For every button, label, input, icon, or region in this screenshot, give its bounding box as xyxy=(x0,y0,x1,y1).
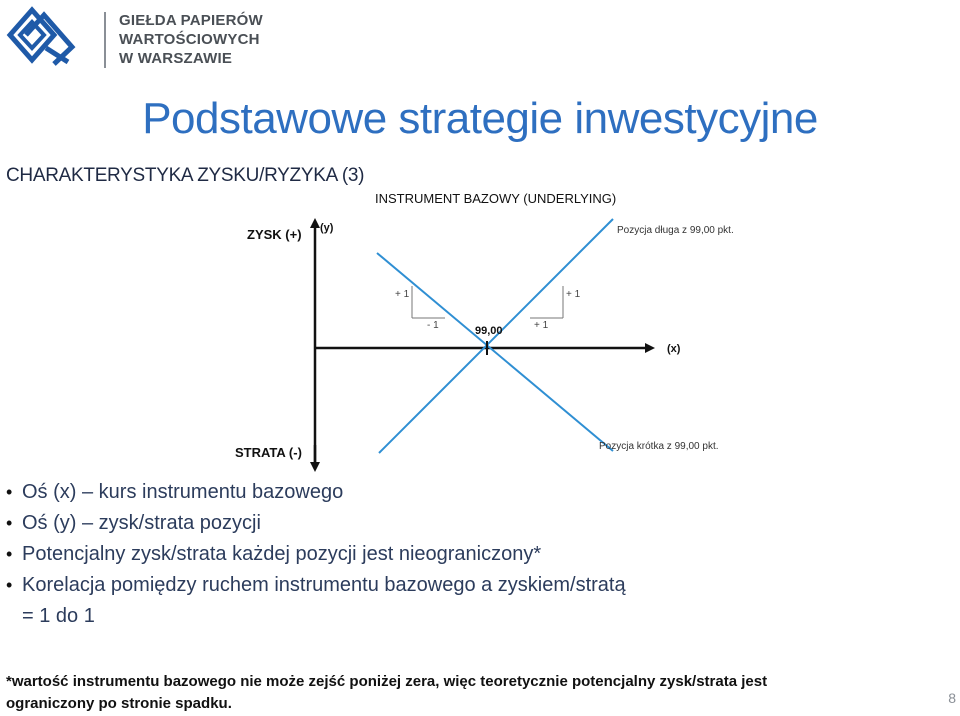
page-number: 8 xyxy=(948,690,956,706)
slide-title: Podstawowe strategie inwestycyjne xyxy=(142,94,818,143)
long-position-label: Pozycja długa z 99,00 pkt. xyxy=(617,225,734,236)
chart-header: INSTRUMENT BAZOWY (UNDERLYING) xyxy=(375,191,617,206)
logo-line-2: WARTOŚCIOWYCH xyxy=(119,31,260,48)
footnote-line-2: ograniczony po stronie spadku. xyxy=(6,695,232,712)
bullet-item-continuation: = 1 do 1 xyxy=(22,605,95,627)
center-label: 99,00 xyxy=(475,325,503,337)
bullet-item: • Oś (y) – zysk/strata pozycji xyxy=(6,508,906,539)
logo-line-1: GIEŁDA PAPIERÓW xyxy=(119,12,263,29)
x-axis-label: (x) xyxy=(667,343,681,355)
right-run-label: + 1 xyxy=(534,320,549,331)
slide-subtitle: CHARAKTERYSTYKA ZYSKU/RYZYKA (3) xyxy=(6,165,365,186)
short-position-line xyxy=(377,253,613,451)
left-run-label: - 1 xyxy=(427,320,439,331)
footnote-line-1: *wartość instrumentu bazowego nie może zejść poniżej zera, więc teoretycznie potencjalny zysk/strata jest xyxy=(6,673,768,690)
logo-text xyxy=(119,11,263,68)
short-position-label: Pozycja krótka z 99,00 pkt. xyxy=(599,441,719,452)
gpw-logo xyxy=(0,0,280,70)
logo-divider xyxy=(104,12,106,68)
y-axis-label: (y) xyxy=(320,222,334,234)
y-bottom-label: STRATA (-) xyxy=(235,445,302,460)
logo-line-3: W WARSZAWIE xyxy=(119,50,233,67)
bullet-item: • Potencjalny zysk/strata każdej pozycji jest nieograniczony* xyxy=(6,539,906,570)
footnote xyxy=(6,671,916,715)
left-rise-label: + 1 xyxy=(395,289,410,300)
payoff-diagram xyxy=(225,185,750,475)
bullet-item: • Korelacja pomiędzy ruchem instrumentu bazowego a zyskiem/stratą xyxy=(6,570,906,601)
right-rise-label: + 1 xyxy=(566,289,581,300)
gpw-logo-icon xyxy=(2,2,82,68)
y-top-label: ZYSK (+) xyxy=(247,227,302,242)
bullet-list xyxy=(6,477,906,632)
bullet-item: • Oś (x) – kurs instrumentu bazowego xyxy=(6,477,906,508)
